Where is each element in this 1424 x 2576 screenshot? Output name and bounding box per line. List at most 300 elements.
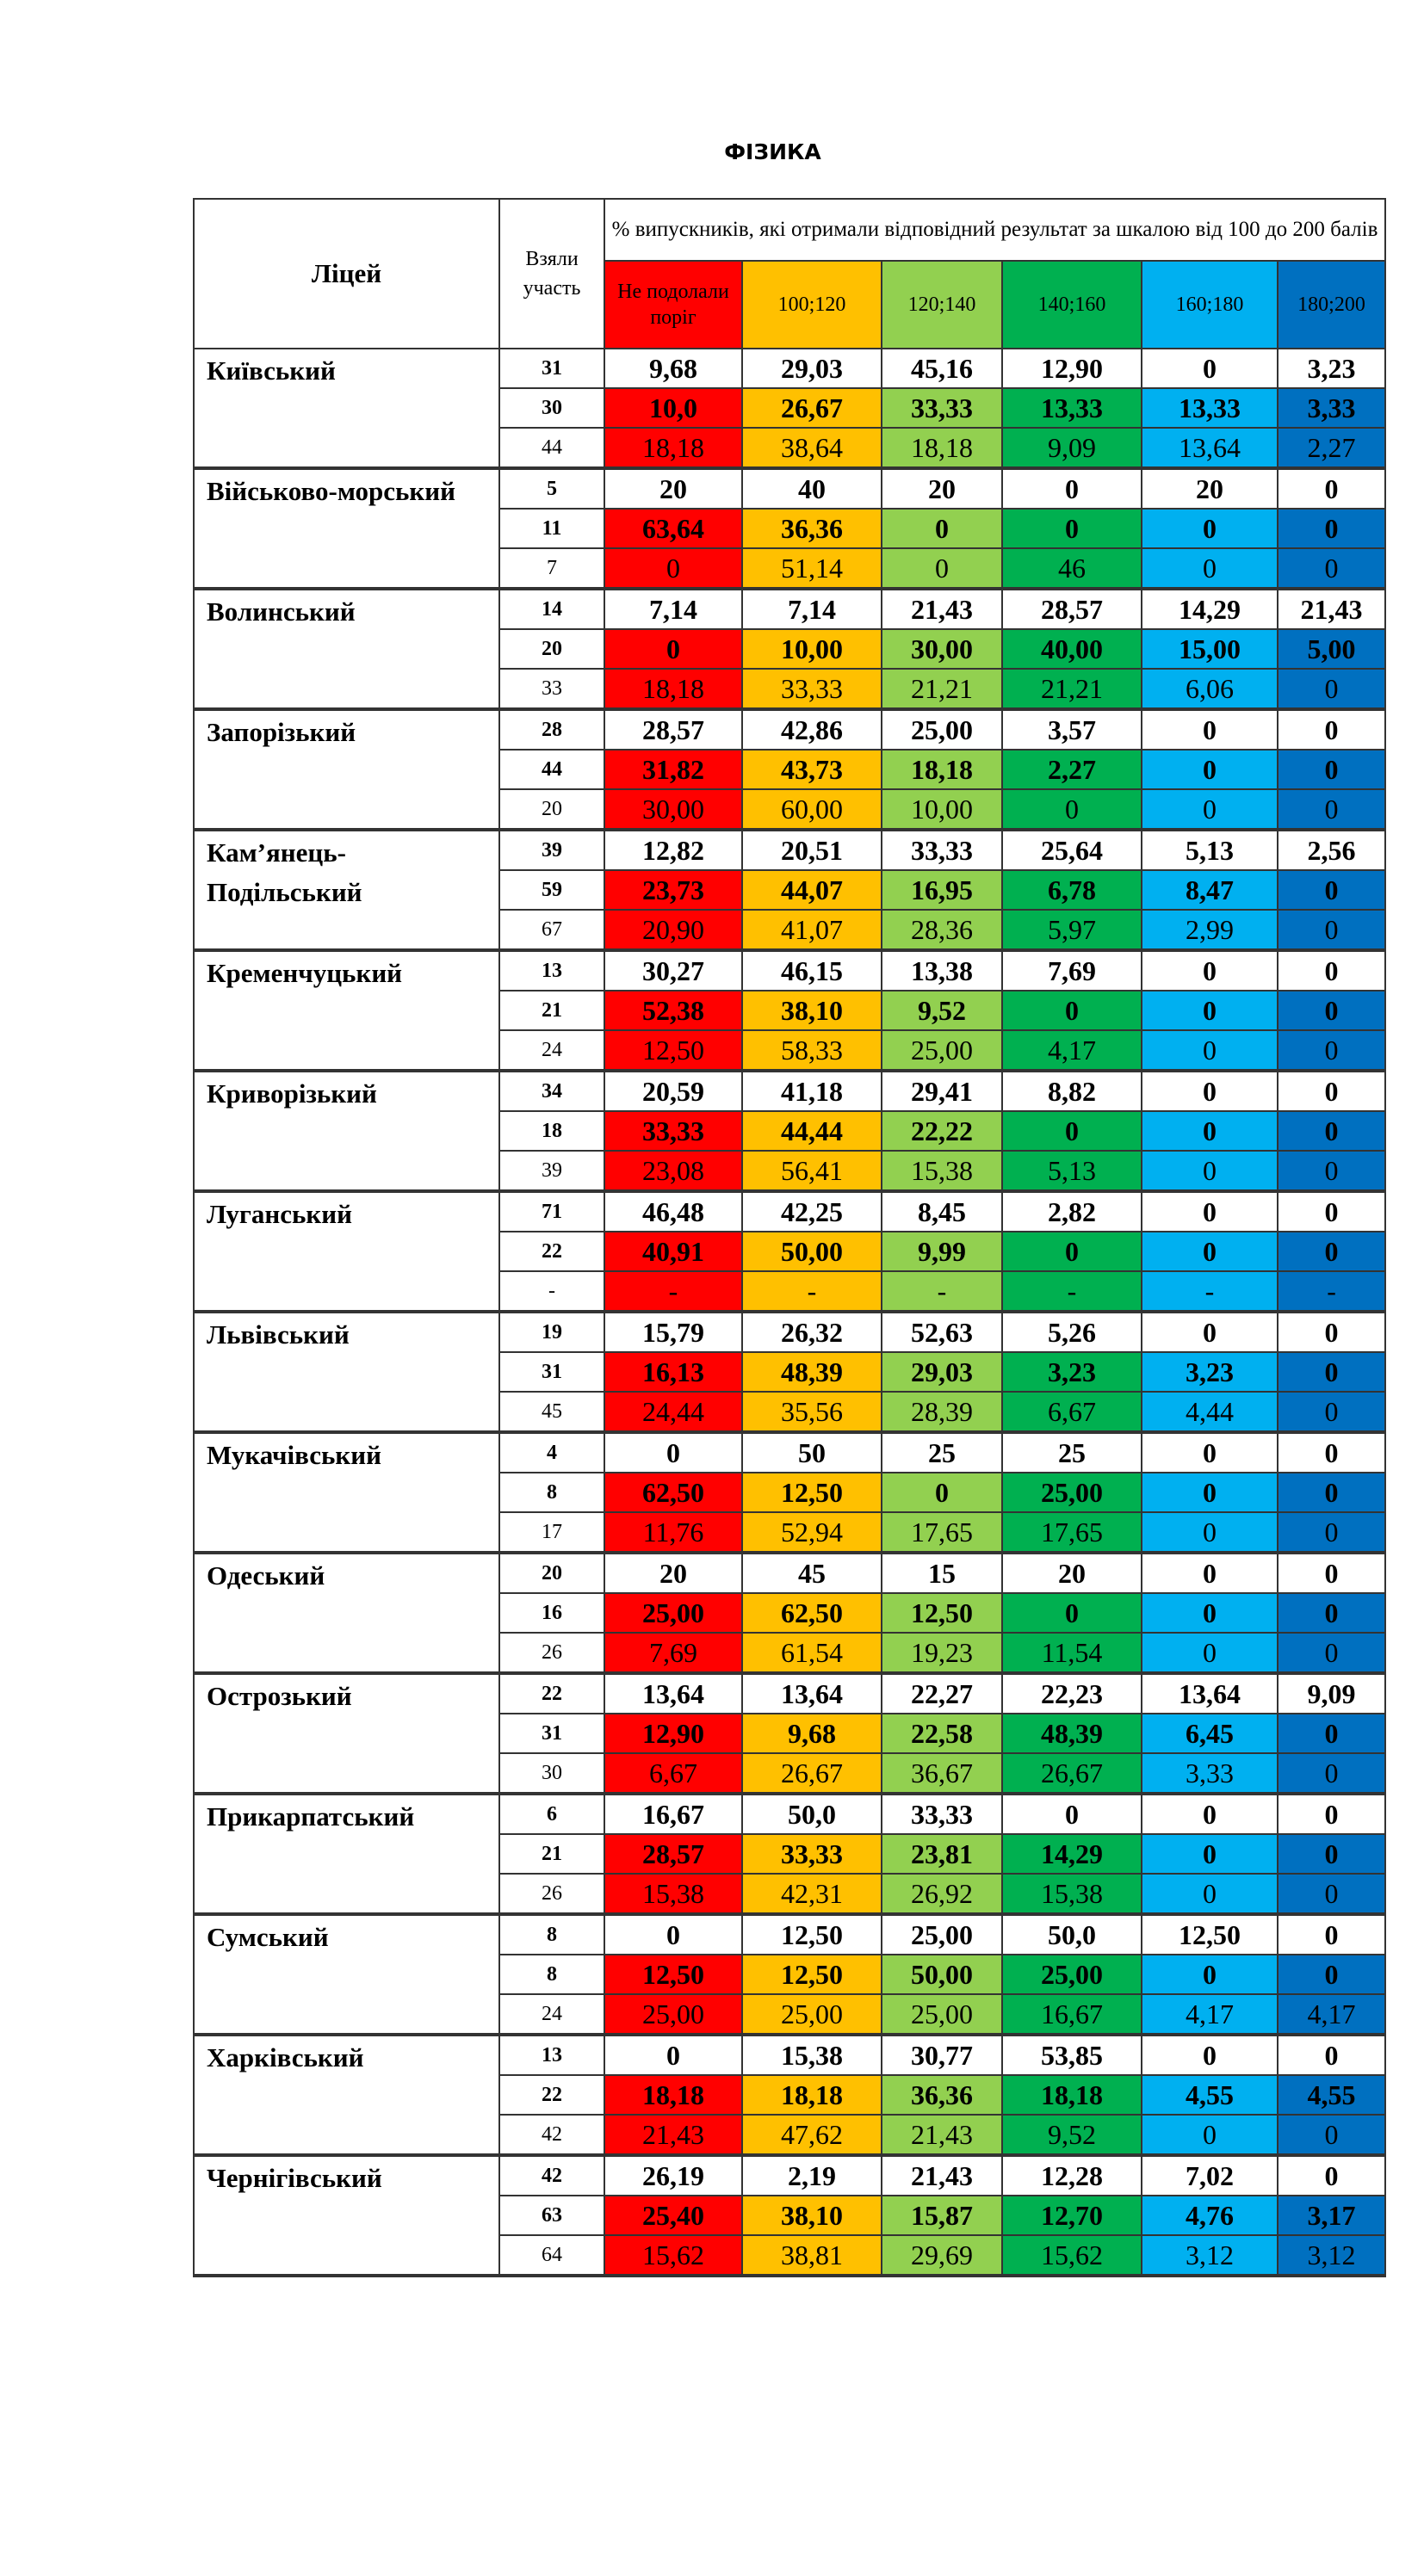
percent-cell: 25,00 — [882, 709, 1002, 750]
percent-cell: 12,90 — [604, 1714, 742, 1753]
percent-cell: 12,50 — [742, 1914, 882, 1955]
percent-cell: 11,76 — [604, 1512, 742, 1553]
percent-cell: 4,17 — [1002, 1030, 1142, 1071]
participants-count: 14 — [499, 589, 604, 629]
percent-cell: 33,33 — [882, 830, 1002, 870]
percent-cell: 0 — [1002, 789, 1142, 830]
participants-count: 20 — [499, 1553, 604, 1593]
lyceum-name: Сумський — [194, 1914, 499, 2035]
percent-cell: 38,81 — [742, 2235, 882, 2276]
percent-cell: 10,0 — [604, 388, 742, 428]
percent-cell: 10,00 — [742, 629, 882, 669]
table-row — [194, 349, 1385, 388]
percent-cell: 41,07 — [742, 910, 882, 950]
percent-cell: 0 — [1278, 1432, 1385, 1473]
participants-count: 8 — [499, 1955, 604, 1994]
percent-cell: 48,39 — [1002, 1714, 1142, 1753]
percent-cell: 33,33 — [882, 1794, 1002, 1834]
percent-cell: 50,0 — [1002, 1914, 1142, 1955]
percent-cell: 4,76 — [1142, 2196, 1278, 2235]
percent-cell: 62,50 — [742, 1593, 882, 1633]
percent-cell: 25,64 — [1002, 830, 1142, 870]
percent-cell: 45 — [742, 1553, 882, 1593]
percent-cell: 0 — [1278, 468, 1385, 509]
percent-cell: 21,43 — [1278, 589, 1385, 629]
percent-cell: 0 — [1278, 1753, 1385, 1794]
percent-cell: 0 — [1002, 1232, 1142, 1271]
lyceum-name: Прикарпатський — [194, 1794, 499, 1914]
percent-cell: 0 — [1278, 1392, 1385, 1432]
lyceum-name: Мукачівський — [194, 1432, 499, 1553]
percent-cell: 36,36 — [882, 2075, 1002, 2115]
percent-cell: 9,52 — [882, 991, 1002, 1030]
percent-cell: 29,03 — [742, 349, 882, 388]
percent-cell: 0 — [604, 1914, 742, 1955]
percent-cell: 0 — [1142, 1593, 1278, 1633]
percent-cell: 20 — [604, 468, 742, 509]
percent-cell: 9,68 — [604, 349, 742, 388]
percent-cell: 18,18 — [1002, 2075, 1142, 2115]
percent-cell: 0 — [882, 1473, 1002, 1512]
percent-cell: 0 — [1278, 2035, 1385, 2075]
percent-cell: 6,78 — [1002, 870, 1142, 910]
percent-cell: 28,57 — [604, 1834, 742, 1874]
percent-cell: 0 — [1142, 1071, 1278, 1111]
participants-count: 17 — [499, 1512, 604, 1553]
percent-cell: 0 — [1278, 991, 1385, 1030]
participants-count: 6 — [499, 1794, 604, 1834]
percent-cell: 44,07 — [742, 870, 882, 910]
percent-cell: 0 — [1142, 750, 1278, 789]
percent-cell: 24,44 — [604, 1392, 742, 1432]
percent-cell: 12,50 — [882, 1593, 1002, 1633]
percent-cell: 31,82 — [604, 750, 742, 789]
percent-cell: 0 — [1142, 1794, 1278, 1834]
percent-cell: 9,09 — [1278, 1673, 1385, 1714]
percent-cell: 18,18 — [604, 669, 742, 709]
participants-count: 44 — [499, 750, 604, 789]
percent-cell: 8,47 — [1142, 870, 1278, 910]
percent-cell: 0 — [1278, 1232, 1385, 1271]
percent-cell: 3,17 — [1278, 2196, 1385, 2235]
percent-cell: 15,62 — [604, 2235, 742, 2276]
header-band-below-threshold: Не подолали поріг — [604, 261, 742, 349]
percent-cell: 21,43 — [882, 589, 1002, 629]
percent-cell: 8,45 — [882, 1191, 1002, 1232]
percent-cell: 5,13 — [1142, 830, 1278, 870]
percent-cell: 45,16 — [882, 349, 1002, 388]
percent-cell: 12,50 — [1142, 1914, 1278, 1955]
percent-cell: 0 — [1142, 709, 1278, 750]
percent-cell: 17,65 — [1002, 1512, 1142, 1553]
percent-cell: 13,64 — [742, 1673, 882, 1714]
participants-count: 67 — [499, 910, 604, 950]
percent-cell: 13,64 — [1142, 1673, 1278, 1714]
percent-cell: 0 — [1278, 1111, 1385, 1151]
percent-cell: 29,03 — [882, 1352, 1002, 1392]
percent-cell: 30,00 — [882, 629, 1002, 669]
percent-cell: 0 — [1002, 468, 1142, 509]
percent-cell: 42,86 — [742, 709, 882, 750]
percent-cell: 42,25 — [742, 1191, 882, 1232]
percent-cell: 23,08 — [604, 1151, 742, 1191]
percent-cell: 19,23 — [882, 1633, 1002, 1673]
percent-cell: 5,00 — [1278, 629, 1385, 669]
participants-count: 20 — [499, 789, 604, 830]
participants-count: 13 — [499, 2035, 604, 2075]
participants-count: 34 — [499, 1071, 604, 1111]
percent-cell: 28,39 — [882, 1392, 1002, 1432]
percent-cell: 18,18 — [882, 750, 1002, 789]
percent-cell: 25,00 — [604, 1994, 742, 2035]
percent-cell: 0 — [1278, 910, 1385, 950]
percent-cell: 42,31 — [742, 1874, 882, 1914]
percent-cell: 21,43 — [882, 2115, 1002, 2155]
lyceum-name: Запорізький — [194, 709, 499, 830]
percent-cell: 28,57 — [1002, 589, 1142, 629]
percent-cell: 38,64 — [742, 428, 882, 468]
table-row — [194, 589, 1385, 629]
lyceum-name: Харківський — [194, 2035, 499, 2155]
percent-cell: 0 — [882, 509, 1002, 548]
percent-cell: 3,23 — [1002, 1352, 1142, 1392]
percent-cell: 0 — [1278, 1151, 1385, 1191]
participants-count: 22 — [499, 2075, 604, 2115]
percent-cell: 4,55 — [1142, 2075, 1278, 2115]
percent-cell: 40 — [742, 468, 882, 509]
percent-cell: 0 — [604, 548, 742, 589]
percent-cell: 9,68 — [742, 1714, 882, 1753]
percent-cell: - — [1142, 1271, 1278, 1312]
percent-cell: 26,19 — [604, 2155, 742, 2196]
percent-cell: 0 — [1142, 1432, 1278, 1473]
header-band-180-200: 180;200 — [1278, 261, 1385, 349]
participants-count: 26 — [499, 1633, 604, 1673]
percent-cell: 0 — [1278, 870, 1385, 910]
percent-cell: 62,50 — [604, 1473, 742, 1512]
percent-cell: 0 — [1002, 509, 1142, 548]
percent-cell: 3,12 — [1278, 2235, 1385, 2276]
percent-cell: 25 — [1002, 1432, 1142, 1473]
percent-cell: 3,33 — [1278, 388, 1385, 428]
participants-count: 63 — [499, 2196, 604, 2235]
percent-cell: 30,77 — [882, 2035, 1002, 2075]
participants-count: 71 — [499, 1191, 604, 1232]
percent-cell: 6,67 — [1002, 1392, 1142, 1432]
percent-cell: 0 — [1278, 2115, 1385, 2155]
percent-cell: 43,73 — [742, 750, 882, 789]
percent-cell: 0 — [1142, 509, 1278, 548]
percent-cell: 0 — [1278, 1714, 1385, 1753]
percent-cell: 0 — [1142, 1151, 1278, 1191]
percent-cell: 26,67 — [742, 1753, 882, 1794]
percent-cell: 20,51 — [742, 830, 882, 870]
percent-cell: 0 — [1278, 1794, 1385, 1834]
lyceum-name: Київський — [194, 349, 499, 468]
table-row — [194, 1191, 1385, 1232]
lyceum-name: Криворізький — [194, 1071, 499, 1191]
participants-count: 21 — [499, 991, 604, 1030]
percent-cell: 20,90 — [604, 910, 742, 950]
percent-cell: 0 — [1278, 1593, 1385, 1633]
percent-cell: 53,85 — [1002, 2035, 1142, 2075]
percent-cell: 0 — [604, 2035, 742, 2075]
table-row — [194, 1914, 1385, 1955]
percent-cell: 51,14 — [742, 548, 882, 589]
percent-cell: 0 — [1142, 1111, 1278, 1151]
percent-cell: 7,02 — [1142, 2155, 1278, 2196]
percent-cell: 0 — [1278, 1553, 1385, 1593]
percent-cell: 30,00 — [604, 789, 742, 830]
percent-cell: 13,38 — [882, 950, 1002, 991]
percent-cell: 30,27 — [604, 950, 742, 991]
percent-cell: 26,67 — [1002, 1753, 1142, 1794]
percent-cell: 0 — [1142, 789, 1278, 830]
participants-count: 59 — [499, 870, 604, 910]
lyceum-name: Кременчуцький — [194, 950, 499, 1071]
percent-cell: 15,38 — [742, 2035, 882, 2075]
percent-cell: 26,92 — [882, 1874, 1002, 1914]
percent-cell: 15,38 — [604, 1874, 742, 1914]
percent-cell: 0 — [1278, 709, 1385, 750]
table-row — [194, 830, 1385, 870]
percent-cell: 0 — [1278, 1914, 1385, 1955]
participants-count: 20 — [499, 629, 604, 669]
percent-cell: 0 — [1002, 1111, 1142, 1151]
percent-cell: 18,18 — [742, 2075, 882, 2115]
percent-cell: 20 — [604, 1553, 742, 1593]
percent-cell: 40,00 — [1002, 629, 1142, 669]
lyceum-name: Кам’янець-Подільський — [194, 830, 499, 950]
header-lyceum: Ліцей — [194, 199, 499, 349]
percent-cell: 6,06 — [1142, 669, 1278, 709]
percent-cell: 0 — [1278, 1512, 1385, 1553]
percent-cell: 0 — [1278, 750, 1385, 789]
percent-cell: 52,38 — [604, 991, 742, 1030]
participants-count: 42 — [499, 2155, 604, 2196]
percent-cell: 0 — [1278, 509, 1385, 548]
percent-cell: 9,52 — [1002, 2115, 1142, 2155]
percent-cell: 40,91 — [604, 1232, 742, 1271]
percent-cell: 0 — [1142, 548, 1278, 589]
percent-cell: 0 — [604, 629, 742, 669]
percent-cell: 38,10 — [742, 2196, 882, 2235]
percent-cell: 0 — [1142, 1633, 1278, 1673]
lyceum-name: Одеський — [194, 1553, 499, 1673]
percent-cell: 58,33 — [742, 1030, 882, 1071]
percent-cell: 12,82 — [604, 830, 742, 870]
percent-cell: 9,09 — [1002, 428, 1142, 468]
participants-count: 28 — [499, 709, 604, 750]
page-title: ФІЗИКА — [724, 139, 821, 164]
table-row — [194, 1553, 1385, 1593]
participants-count: 4 — [499, 1432, 604, 1473]
percent-cell: 11,54 — [1002, 1633, 1142, 1673]
percent-cell: - — [1278, 1271, 1385, 1312]
percent-cell: 21,21 — [1002, 669, 1142, 709]
percent-cell: 12,50 — [604, 1030, 742, 1071]
participants-count: 42 — [499, 2115, 604, 2155]
percent-cell: 29,41 — [882, 1071, 1002, 1111]
percent-cell: 6,45 — [1142, 1714, 1278, 1753]
percent-cell: 25,40 — [604, 2196, 742, 2235]
percent-cell: 4,17 — [1278, 1994, 1385, 2035]
percent-cell: 13,64 — [1142, 428, 1278, 468]
percent-cell: 18,18 — [604, 2075, 742, 2115]
percent-cell: 15,00 — [1142, 629, 1278, 669]
participants-count: 18 — [499, 1111, 604, 1151]
percent-cell: 0 — [1278, 548, 1385, 589]
percent-cell: 25,00 — [882, 1030, 1002, 1071]
percent-cell: 7,14 — [742, 589, 882, 629]
participants-count: 21 — [499, 1834, 604, 1874]
percent-cell: 50,0 — [742, 1794, 882, 1834]
table-row — [194, 2035, 1385, 2075]
percent-cell: 22,27 — [882, 1673, 1002, 1714]
percent-cell: 3,57 — [1002, 709, 1142, 750]
percent-cell: 0 — [1278, 1955, 1385, 1994]
participants-count: - — [499, 1271, 604, 1312]
percent-cell: 2,82 — [1002, 1191, 1142, 1232]
percent-cell: 48,39 — [742, 1352, 882, 1392]
percent-cell: 23,73 — [604, 870, 742, 910]
lyceum-name: Острозький — [194, 1673, 499, 1794]
participants-count: 64 — [499, 2235, 604, 2276]
percent-cell: 3,23 — [1278, 349, 1385, 388]
percent-cell: 12,50 — [742, 1473, 882, 1512]
percent-cell: 22,58 — [882, 1714, 1002, 1753]
percent-cell: 60,00 — [742, 789, 882, 830]
header-band-100-120: 100;120 — [742, 261, 882, 349]
percent-cell: 41,18 — [742, 1071, 882, 1111]
percent-cell: 0 — [1278, 1030, 1385, 1071]
participants-count: 24 — [499, 1030, 604, 1071]
participants-count: 16 — [499, 1593, 604, 1633]
percent-cell: 3,12 — [1142, 2235, 1278, 2276]
percent-cell: 33,33 — [882, 388, 1002, 428]
percent-cell: 25,00 — [1002, 1955, 1142, 1994]
percent-cell: 0 — [1278, 1633, 1385, 1673]
percent-cell: 2,56 — [1278, 830, 1385, 870]
percent-cell: 8,82 — [1002, 1071, 1142, 1111]
percent-cell: 13,33 — [1142, 388, 1278, 428]
percent-cell: 25,00 — [604, 1593, 742, 1633]
percent-cell: 0 — [1142, 1874, 1278, 1914]
percent-cell: 15,62 — [1002, 2235, 1142, 2276]
percent-cell: 0 — [1278, 950, 1385, 991]
participants-count: 31 — [499, 1352, 604, 1392]
lyceum-name: Луганський — [194, 1191, 499, 1312]
percent-cell: 0 — [1142, 1191, 1278, 1232]
percent-cell: 38,10 — [742, 991, 882, 1030]
percent-cell: 12,28 — [1002, 2155, 1142, 2196]
participants-count: 26 — [499, 1874, 604, 1914]
percent-cell: 21,43 — [882, 2155, 1002, 2196]
percent-cell: 46,15 — [742, 950, 882, 991]
percent-cell: 16,67 — [1002, 1994, 1142, 2035]
participants-count: 19 — [499, 1312, 604, 1352]
percent-cell: 12,50 — [604, 1955, 742, 1994]
percent-cell: - — [882, 1271, 1002, 1312]
percent-cell: 26,67 — [742, 388, 882, 428]
percent-cell: 5,13 — [1002, 1151, 1142, 1191]
percent-cell: 7,14 — [604, 589, 742, 629]
header-percent-caption: % випускників, які отримали відповідний результат за шкалою від 100 до 200 балів — [604, 199, 1385, 261]
percent-cell: 25,00 — [742, 1994, 882, 2035]
percent-cell: 22,23 — [1002, 1673, 1142, 1714]
table-row — [194, 2155, 1385, 2196]
participants-count: 45 — [499, 1392, 604, 1432]
percent-cell: 28,36 — [882, 910, 1002, 950]
percent-cell: 0 — [1278, 1071, 1385, 1111]
percent-cell: 50,00 — [882, 1955, 1002, 1994]
percent-cell: 4,17 — [1142, 1994, 1278, 2035]
percent-cell: 29,69 — [882, 2235, 1002, 2276]
percent-cell: 5,97 — [1002, 910, 1142, 950]
percent-cell: 28,57 — [604, 709, 742, 750]
percent-cell: 14,29 — [1142, 589, 1278, 629]
table-body — [194, 349, 1385, 2276]
lyceum-name: Чернігівський — [194, 2155, 499, 2276]
percent-cell: 3,23 — [1142, 1352, 1278, 1392]
header-took-part: Взяли участь — [499, 199, 604, 349]
participants-count: 30 — [499, 388, 604, 428]
percent-cell: 17,65 — [882, 1512, 1002, 1553]
header-band-140-160: 140;160 — [1002, 261, 1142, 349]
participants-count: 8 — [499, 1473, 604, 1512]
percent-cell: - — [604, 1271, 742, 1312]
percent-cell: 7,69 — [604, 1633, 742, 1673]
percent-cell: 0 — [1142, 2035, 1278, 2075]
table-row — [194, 709, 1385, 750]
table-row — [194, 1312, 1385, 1352]
percent-cell: 26,32 — [742, 1312, 882, 1352]
table-row — [194, 1071, 1385, 1111]
percent-cell: 4,55 — [1278, 2075, 1385, 2115]
participants-count: 31 — [499, 1714, 604, 1753]
percent-cell: 0 — [1278, 669, 1385, 709]
percent-cell: 2,19 — [742, 2155, 882, 2196]
percent-cell: 20 — [882, 468, 1002, 509]
percent-cell: 0 — [1142, 1834, 1278, 1874]
lyceum-name: Львівський — [194, 1312, 499, 1432]
percent-cell: 0 — [1142, 1553, 1278, 1593]
percent-cell: 20 — [1142, 468, 1278, 509]
percent-cell: 18,18 — [882, 428, 1002, 468]
percent-cell: 5,26 — [1002, 1312, 1142, 1352]
percent-cell: 36,36 — [742, 509, 882, 548]
percent-cell: 15,79 — [604, 1312, 742, 1352]
percent-cell: 33,33 — [604, 1111, 742, 1151]
percent-cell: 0 — [1002, 1593, 1142, 1633]
percent-cell: 50 — [742, 1432, 882, 1473]
percent-cell: 2,27 — [1278, 428, 1385, 468]
percent-cell: 0 — [1002, 1794, 1142, 1834]
percent-cell: 0 — [1142, 950, 1278, 991]
percent-cell: 33,33 — [742, 669, 882, 709]
participants-count: 33 — [499, 669, 604, 709]
lyceum-name: Волинський — [194, 589, 499, 709]
participants-count: 44 — [499, 428, 604, 468]
percent-cell: 21,21 — [882, 669, 1002, 709]
percent-cell: 22,22 — [882, 1111, 1002, 1151]
percent-cell: - — [1002, 1271, 1142, 1312]
percent-cell: 15,38 — [882, 1151, 1002, 1191]
percent-cell: 33,33 — [742, 1834, 882, 1874]
percent-cell: 20,59 — [604, 1071, 742, 1111]
percent-cell: 0 — [1278, 1191, 1385, 1232]
percent-cell: 0 — [1142, 2115, 1278, 2155]
